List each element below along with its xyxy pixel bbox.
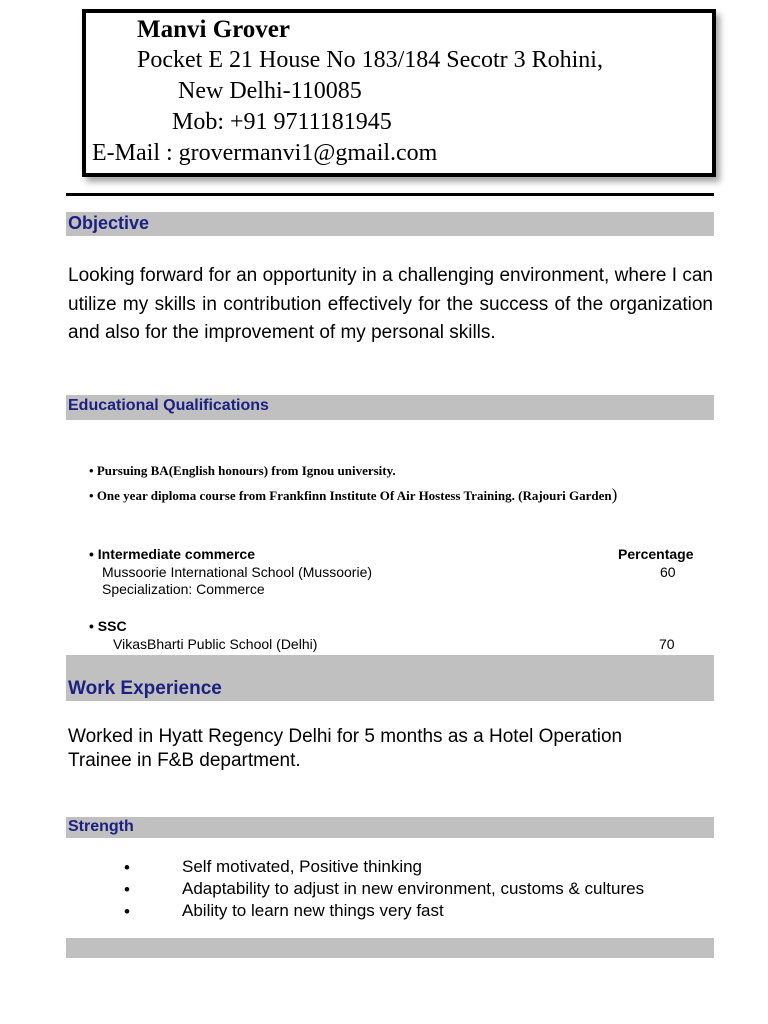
strength-item-2: Adaptability to adjust in new environment, customs & cultures xyxy=(182,879,645,898)
header-divider xyxy=(66,193,714,196)
work-heading: Work Experience xyxy=(68,678,222,699)
objective-section-bar xyxy=(66,212,714,236)
empty-section-bar xyxy=(66,938,714,958)
email-address: E-Mail : grovermanvi1@gmail.com xyxy=(92,140,438,166)
strength-bullet-1: • xyxy=(124,858,130,877)
percentage-header: Percentage xyxy=(618,546,694,562)
ssc-title: • SSC xyxy=(89,618,127,634)
candidate-name: Manvi Grover xyxy=(137,16,290,43)
strength-bullet-3: • xyxy=(124,902,130,921)
education-item-1: • Pursuing BA(English honours) from Ignou university. xyxy=(89,463,396,478)
work-text: Worked in Hyatt Regency Delhi for 5 months as a Hotel Operation Trainee in F&B department. xyxy=(68,726,623,771)
strength-item-3: Ability to learn new things very fast xyxy=(182,901,444,920)
ssc-school: VikasBharti Public School (Delhi) xyxy=(113,636,318,652)
intermediate-title: • Intermediate commerce xyxy=(89,546,255,562)
strength-item-1: Self motivated, Positive thinking xyxy=(182,857,423,876)
objective-text: Looking forward for an opportunity in a challenging environment, where I can utilize my skills in contribution effectively for the success of the organization and also for the improvement of my personal skills. xyxy=(68,265,713,343)
mobile-number: Mob: +91 9711181945 xyxy=(172,109,392,135)
bullet-icon: • xyxy=(89,618,98,634)
bullet-icon: • xyxy=(89,546,98,562)
strength-section-bar xyxy=(66,817,714,838)
intermediate-percentage: 60 xyxy=(660,564,676,580)
education-heading: Educational Qualifications xyxy=(68,397,269,414)
ssc-percentage: 70 xyxy=(659,636,675,652)
strength-bullet-2: • xyxy=(124,880,130,899)
bullet-icon: • xyxy=(89,463,97,478)
objective-heading: Objective xyxy=(68,213,150,233)
bullet-icon: • xyxy=(89,488,97,503)
education-item-2: • One year diploma course from Frankfinn Institute Of Air Hostess Training. (Rajouri Garden) xyxy=(89,485,618,504)
address-line-2: New Delhi-110085 xyxy=(178,78,362,104)
address-line-1: Pocket E 21 House No 183/184 Secotr 3 Rohini, xyxy=(137,47,603,73)
strength-heading: Strength xyxy=(68,818,134,835)
intermediate-specialization: Specialization: Commerce xyxy=(102,581,265,597)
closing-paren: ) xyxy=(611,485,618,504)
intermediate-school: Mussoorie International School (Mussoorie) xyxy=(102,564,373,580)
